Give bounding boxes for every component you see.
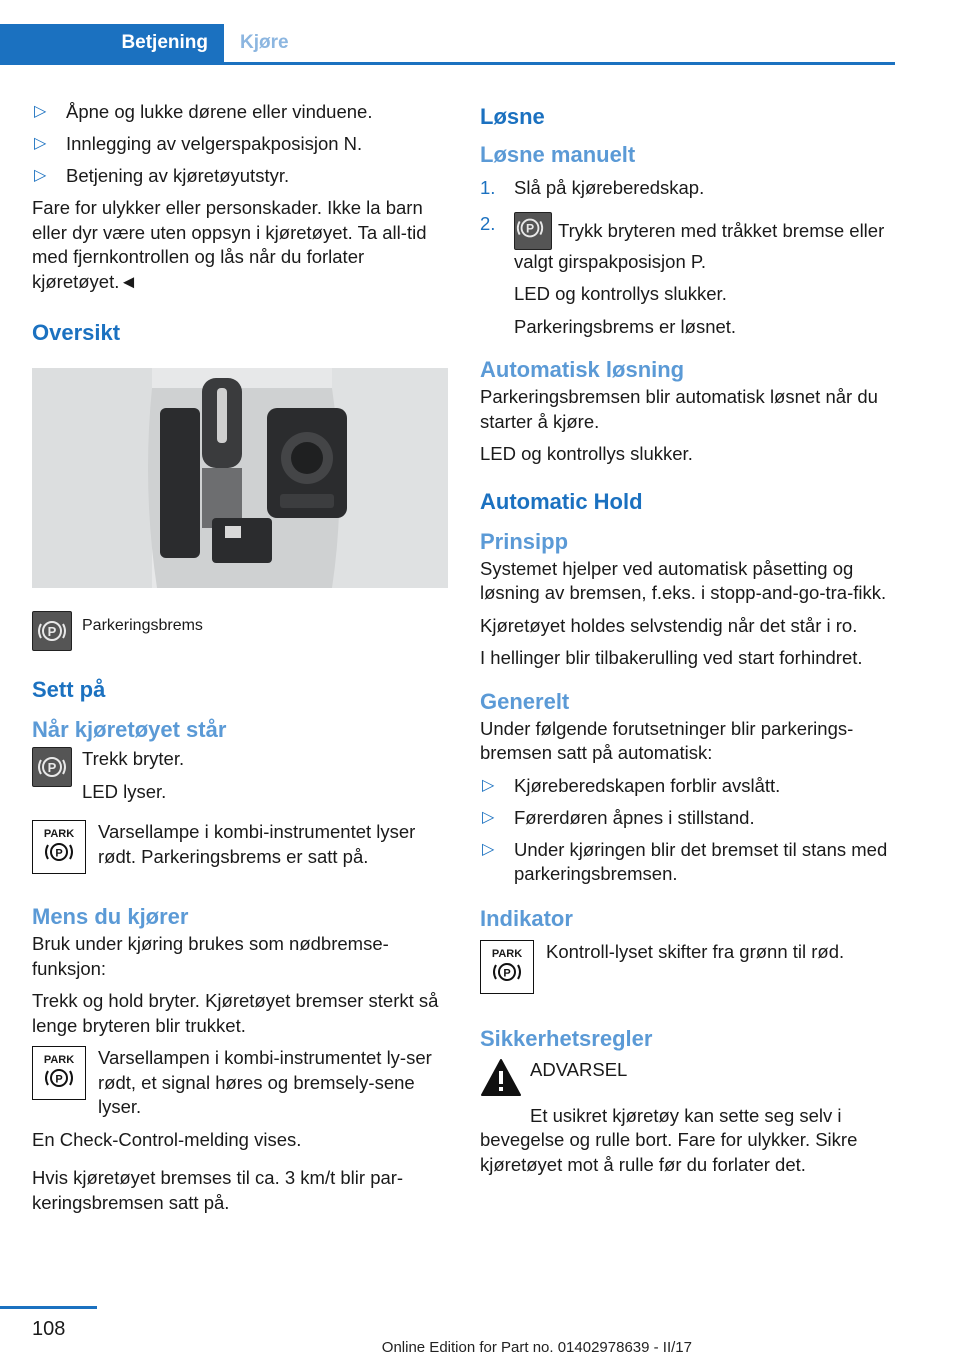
tab-betjening[interactable]: Betjening <box>0 24 224 62</box>
triangle-bullet-icon: ▷ <box>482 776 495 794</box>
emergency-text: Bruk under kjøring brukes som nødbremse-funksjon: <box>32 933 389 979</box>
p-glyph: P <box>47 760 57 775</box>
triangle-bullet-icon: ▷ <box>34 167 47 184</box>
p-glyph: P <box>55 847 63 860</box>
list-item: ▷ Kjøreberedskapen forblir avslått. <box>482 774 781 796</box>
legend-row <box>32 611 450 655</box>
indikator-row <box>480 940 894 996</box>
page-number: 108 <box>32 1318 66 1340</box>
parking-brake-switch-icon <box>32 611 72 651</box>
triangle-bullet-icon: ▷ <box>482 808 495 826</box>
subsection-title-auto-losning: Automatisk løsning <box>480 357 685 382</box>
generelt-text: Under følgende forutsetninger blir parkerings-bremsen satt på automatisk: <box>480 717 854 763</box>
park-indicator-row <box>32 820 450 876</box>
tab-kjore[interactable]: Kjøre <box>240 32 289 53</box>
p-glyph: P <box>55 1073 63 1086</box>
subsection-title-sikkerhet: Sikkerhetsregler <box>480 1025 653 1051</box>
park-warning-lamp-icon: PARK P <box>32 1046 86 1100</box>
advarsel-block <box>480 1058 894 1102</box>
list-item: ▷ Under kjøringen blir det bremset til stans med parkeringsbremsen. <box>482 838 888 884</box>
park-lamp-text: Varsellampe i kombi-instrumentet lyser rødt. Parkeringsbrems er satt på. <box>98 821 416 867</box>
p-glyph: P <box>503 967 511 979</box>
right-column <box>480 100 894 1185</box>
slow-brake-text: Hvis kjøretøyet bremses til ca. 3 km/t blir par-keringsbremsen satt på. <box>32 1167 404 1213</box>
warning-text: Fare for ulykker eller personskader. Ikke la barn eller dyr være uten oppsyn i kjøretøyet. Ta all-tid med fjernkontrollen og lås når du forlater kjøretøyet.◄ <box>32 197 427 292</box>
triangle-bullet-icon: ▷ <box>34 135 47 152</box>
parking-brake-switch-icon <box>514 212 552 250</box>
subsection-title-prinsipp: Prinsipp <box>480 528 569 554</box>
subsection-title-indikator: Indikator <box>480 905 573 931</box>
section-title-losne: Løsne <box>480 104 545 129</box>
section-title-automatic-hold: Automatic Hold <box>480 488 643 514</box>
section-title-sett-paa: Sett på <box>32 677 106 702</box>
list-item: ▷ Førerdøren åpnes i stillstand. <box>482 806 755 828</box>
slopes-text: I hellinger blir tilbakerulling ved start forhindret. <box>480 647 863 668</box>
p-glyph: P <box>47 624 57 639</box>
park-indicator-row-2 <box>32 1046 450 1120</box>
photo-caption: Parkeringsbrems <box>82 617 203 634</box>
step2-led-text: LED og kontrollys slukker. <box>514 283 727 304</box>
list-item: ▷ Innlegging av velgerspakposisjon N. <box>34 133 363 154</box>
check-control-text: En Check-Control-melding vises. <box>32 1128 302 1150</box>
subsection-title-losne-manuelt: Løsne manuelt <box>480 142 636 167</box>
pull-switch-text: Trekk bryter. <box>82 748 185 769</box>
led-on-text: LED lyser. <box>82 780 167 802</box>
list-item: ▷ Åpne og lukke dørene eller vinduene. <box>34 101 373 122</box>
triangle-bullet-icon: ▷ <box>34 103 47 120</box>
step-item: 1. Slå på kjøreberedskap. <box>480 177 705 198</box>
warning-triangle-icon <box>480 1058 522 1103</box>
left-column <box>32 100 450 1223</box>
subsection-title-mens-kjorer: Mens du kjører <box>32 904 189 929</box>
step2-released-text: Parkeringsbrems er løsnet. <box>514 315 737 337</box>
section-title-oversikt: Oversikt <box>32 320 121 345</box>
p-glyph: P <box>525 221 535 236</box>
step-item: 2. P Trykk bryteren med tråkket bremse eller valgt girspakposisjon P. <box>480 213 885 272</box>
edition-footer: Online Edition for Part no. 01402978639 - II/17 <box>381 1339 692 1356</box>
led-off-text: LED og kontrollys slukker. <box>480 443 693 464</box>
parking-brake-switch-icon <box>32 747 72 787</box>
park-warning-lamp-icon: PARK P <box>32 820 86 874</box>
auto-losning-text: Parkeringsbremsen blir automatisk løsnet når du starter å kjøre. <box>480 386 878 432</box>
pull-switch-row <box>32 747 450 804</box>
triangle-bullet-icon: ▷ <box>482 840 495 858</box>
parking-brake-console-photo <box>32 368 448 588</box>
header-tabs <box>0 24 895 65</box>
footer-rule <box>0 1306 97 1309</box>
holds-still-text: Kjøretøyet holdes selvstendig når det står i ro. <box>480 614 858 636</box>
park-lamp-text-2: Varsellampen i kombi-instrumentet ly-ser rødt, et signal høres og bremsely-sene lyser. <box>98 1047 432 1117</box>
park-warning-lamp-icon: PARK P <box>480 940 534 994</box>
list-item: ▷ Betjening av kjøretøyutstyr. <box>34 165 290 186</box>
subsection-title-naar-staar: Når kjøretøyet står <box>32 717 227 742</box>
prinsipp-text: Systemet hjelper ved automatisk påsetting og løsning av bremsen, f.eks. i stopp-and-go-tra-fikk. <box>480 557 887 603</box>
pull-hold-text: Trekk og hold bryter. Kjøretøyet bremser sterkt så lenge bryteren blir trukket. <box>32 990 439 1036</box>
advarsel-label: ADVARSEL <box>530 1058 628 1080</box>
advarsel-text: Et usikret kjøretøy kan sette seg selv i bevegelse og rulle bort. Fare for ulykker. Sikre kjøretøyet mot å rulle før du forlater det. <box>480 1104 858 1175</box>
subsection-title-generelt: Generelt <box>480 688 570 714</box>
indikator-text: Kontroll-lyset skifter fra grønn til rød. <box>546 940 845 962</box>
